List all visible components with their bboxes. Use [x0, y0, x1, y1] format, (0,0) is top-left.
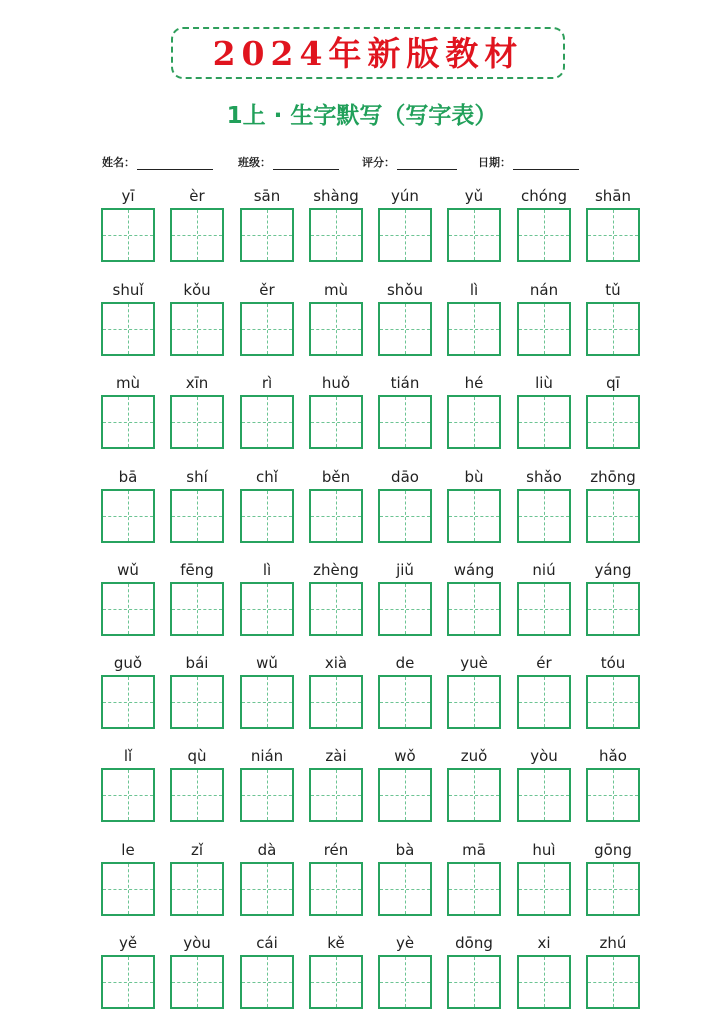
writing-box[interactable]	[309, 768, 363, 822]
writing-box[interactable]	[586, 302, 640, 356]
pinyin-label: yě	[118, 934, 138, 952]
pinyin-label: lì	[469, 281, 479, 299]
info-label-class: 班级：	[238, 156, 271, 169]
writing-box[interactable]	[309, 955, 363, 1009]
writing-box[interactable]	[378, 208, 432, 262]
pinyin-label: rén	[323, 841, 349, 859]
pinyin-label: bà	[395, 841, 415, 859]
writing-box[interactable]	[586, 675, 640, 729]
pinyin-label: huǒ	[321, 374, 351, 392]
pinyin-label: yī	[121, 187, 135, 205]
pinyin-label: shān	[594, 187, 632, 205]
writing-box[interactable]	[586, 862, 640, 916]
writing-box[interactable]	[447, 395, 501, 449]
writing-box[interactable]	[447, 489, 501, 543]
pinyin-label: fēng	[180, 561, 214, 579]
writing-box[interactable]	[101, 768, 155, 822]
pinyin-label: wǔ	[256, 654, 278, 672]
writing-box[interactable]	[309, 862, 363, 916]
pinyin-label: yún	[391, 187, 419, 205]
writing-box[interactable]	[170, 395, 224, 449]
writing-box[interactable]	[447, 955, 501, 1009]
pinyin-label: shǎo	[526, 468, 562, 486]
writing-box[interactable]	[586, 582, 640, 636]
page-subtitle: 1上 · 生字默写（写字表）	[226, 103, 498, 129]
pinyin-label: le	[121, 841, 135, 859]
pinyin-label: yuè	[460, 654, 488, 672]
writing-box[interactable]	[586, 395, 640, 449]
pinyin-label: yè	[395, 934, 415, 952]
pinyin-label: wǒ	[394, 747, 416, 765]
pinyin-label: èr	[189, 187, 205, 205]
pinyin-label: gōng	[594, 841, 632, 859]
banner-title: 2024年新版教材	[212, 33, 524, 73]
writing-box[interactable]	[101, 302, 155, 356]
writing-box[interactable]	[378, 489, 432, 543]
pinyin-label: zhèng	[313, 561, 359, 579]
pinyin-label: qī	[606, 374, 620, 392]
writing-box[interactable]	[378, 302, 432, 356]
pinyin-label: zǐ	[190, 841, 204, 859]
writing-box[interactable]	[378, 395, 432, 449]
writing-box[interactable]	[517, 302, 571, 356]
pinyin-label: yáng	[594, 561, 632, 579]
pinyin-label: jiǔ	[396, 561, 414, 579]
pinyin-label: zài	[325, 747, 347, 765]
pinyin-label: dāo	[391, 468, 419, 486]
writing-box[interactable]	[101, 395, 155, 449]
pinyin-label: chǐ	[256, 468, 278, 486]
info-label-date: 日期：	[478, 156, 511, 169]
writing-box[interactable]	[586, 208, 640, 262]
writing-box[interactable]	[517, 208, 571, 262]
writing-box[interactable]	[101, 955, 155, 1009]
pinyin-label: xi	[537, 934, 551, 952]
writing-box[interactable]	[101, 675, 155, 729]
writing-box[interactable]	[170, 768, 224, 822]
pinyin-label: yòu	[530, 747, 558, 765]
pinyin-label: bā	[118, 468, 138, 486]
pinyin-label: yòu	[183, 934, 211, 952]
writing-box[interactable]	[378, 955, 432, 1009]
pinyin-label: mā	[462, 841, 486, 859]
writing-box[interactable]	[240, 302, 294, 356]
pinyin-label: tián	[390, 374, 420, 392]
pinyin-label: zhōng	[590, 468, 636, 486]
pinyin-label: běn	[321, 468, 351, 486]
pinyin-label: mù	[323, 281, 349, 299]
pinyin-label: de	[395, 654, 415, 672]
pinyin-label: zuǒ	[460, 747, 488, 765]
pinyin-label: hǎo	[599, 747, 627, 765]
writing-box[interactable]	[309, 675, 363, 729]
writing-box[interactable]	[240, 955, 294, 1009]
writing-box[interactable]	[447, 768, 501, 822]
writing-box[interactable]	[378, 582, 432, 636]
writing-box[interactable]	[309, 208, 363, 262]
writing-box[interactable]	[447, 208, 501, 262]
pinyin-label: tǔ	[605, 281, 621, 299]
pinyin-label: dōng	[455, 934, 493, 952]
pinyin-label: lǐ	[123, 747, 133, 765]
info-label-name: 姓名：	[102, 156, 135, 169]
writing-box[interactable]	[170, 955, 224, 1009]
writing-box[interactable]	[240, 582, 294, 636]
writing-box[interactable]	[240, 208, 294, 262]
pinyin-label: nán	[529, 281, 559, 299]
pinyin-label: sān	[253, 187, 281, 205]
pinyin-label: shàng	[313, 187, 359, 205]
writing-box[interactable]	[517, 489, 571, 543]
writing-box[interactable]	[309, 489, 363, 543]
writing-box[interactable]	[101, 208, 155, 262]
pinyin-label: xià	[324, 654, 348, 672]
writing-box[interactable]	[240, 675, 294, 729]
writing-box[interactable]	[517, 768, 571, 822]
pinyin-label: kǒu	[183, 281, 211, 299]
writing-box[interactable]	[101, 489, 155, 543]
writing-box[interactable]	[378, 675, 432, 729]
pinyin-label: shuǐ	[112, 281, 144, 299]
pinyin-label: lì	[262, 561, 272, 579]
pinyin-label: liù	[535, 374, 553, 392]
writing-box[interactable]	[170, 489, 224, 543]
pinyin-label: wáng	[453, 561, 495, 579]
writing-box[interactable]	[517, 862, 571, 916]
writing-box[interactable]	[378, 768, 432, 822]
pinyin-label: rì	[261, 374, 273, 392]
writing-box[interactable]	[447, 582, 501, 636]
writing-box[interactable]	[309, 302, 363, 356]
pinyin-label: cái	[256, 934, 278, 952]
writing-box[interactable]	[170, 582, 224, 636]
writing-box[interactable]	[101, 862, 155, 916]
writing-box[interactable]	[309, 582, 363, 636]
writing-box[interactable]	[101, 582, 155, 636]
pinyin-label: ér	[536, 654, 552, 672]
pinyin-label: shí	[186, 468, 208, 486]
pinyin-label: qù	[187, 747, 207, 765]
pinyin-label: yǔ	[464, 187, 484, 205]
writing-box[interactable]	[240, 489, 294, 543]
writing-box[interactable]	[586, 955, 640, 1009]
writing-box[interactable]	[240, 768, 294, 822]
writing-box[interactable]	[517, 675, 571, 729]
writing-box[interactable]	[447, 302, 501, 356]
pinyin-label: shǒu	[386, 281, 423, 299]
writing-box[interactable]	[586, 489, 640, 543]
writing-box[interactable]	[309, 395, 363, 449]
pinyin-label: niú	[532, 561, 556, 579]
writing-box[interactable]	[517, 395, 571, 449]
writing-box[interactable]	[170, 208, 224, 262]
writing-box[interactable]	[378, 862, 432, 916]
pinyin-label: zhú	[599, 934, 627, 952]
pinyin-label: tóu	[600, 654, 626, 672]
writing-box[interactable]	[517, 955, 571, 1009]
pinyin-label: hé	[464, 374, 484, 392]
writing-box[interactable]	[240, 395, 294, 449]
writing-box[interactable]	[170, 862, 224, 916]
pinyin-label: nián	[250, 747, 284, 765]
writing-box[interactable]	[517, 582, 571, 636]
pinyin-label: bái	[185, 654, 209, 672]
info-label-score: 评分：	[362, 156, 395, 169]
writing-box[interactable]	[586, 768, 640, 822]
pinyin-label: ěr	[259, 281, 275, 299]
writing-box[interactable]	[447, 862, 501, 916]
pinyin-label: mù	[115, 374, 141, 392]
pinyin-label: xīn	[185, 374, 209, 392]
writing-box[interactable]	[170, 302, 224, 356]
writing-box[interactable]	[447, 675, 501, 729]
writing-box[interactable]	[170, 675, 224, 729]
pinyin-label: kě	[327, 934, 345, 952]
pinyin-label: huì	[532, 841, 556, 859]
pinyin-label: wǔ	[117, 561, 139, 579]
writing-box[interactable]	[240, 862, 294, 916]
pinyin-label: dà	[257, 841, 277, 859]
pinyin-label: bù	[464, 468, 484, 486]
pinyin-label: chóng	[521, 187, 567, 205]
pinyin-label: guǒ	[113, 654, 143, 672]
